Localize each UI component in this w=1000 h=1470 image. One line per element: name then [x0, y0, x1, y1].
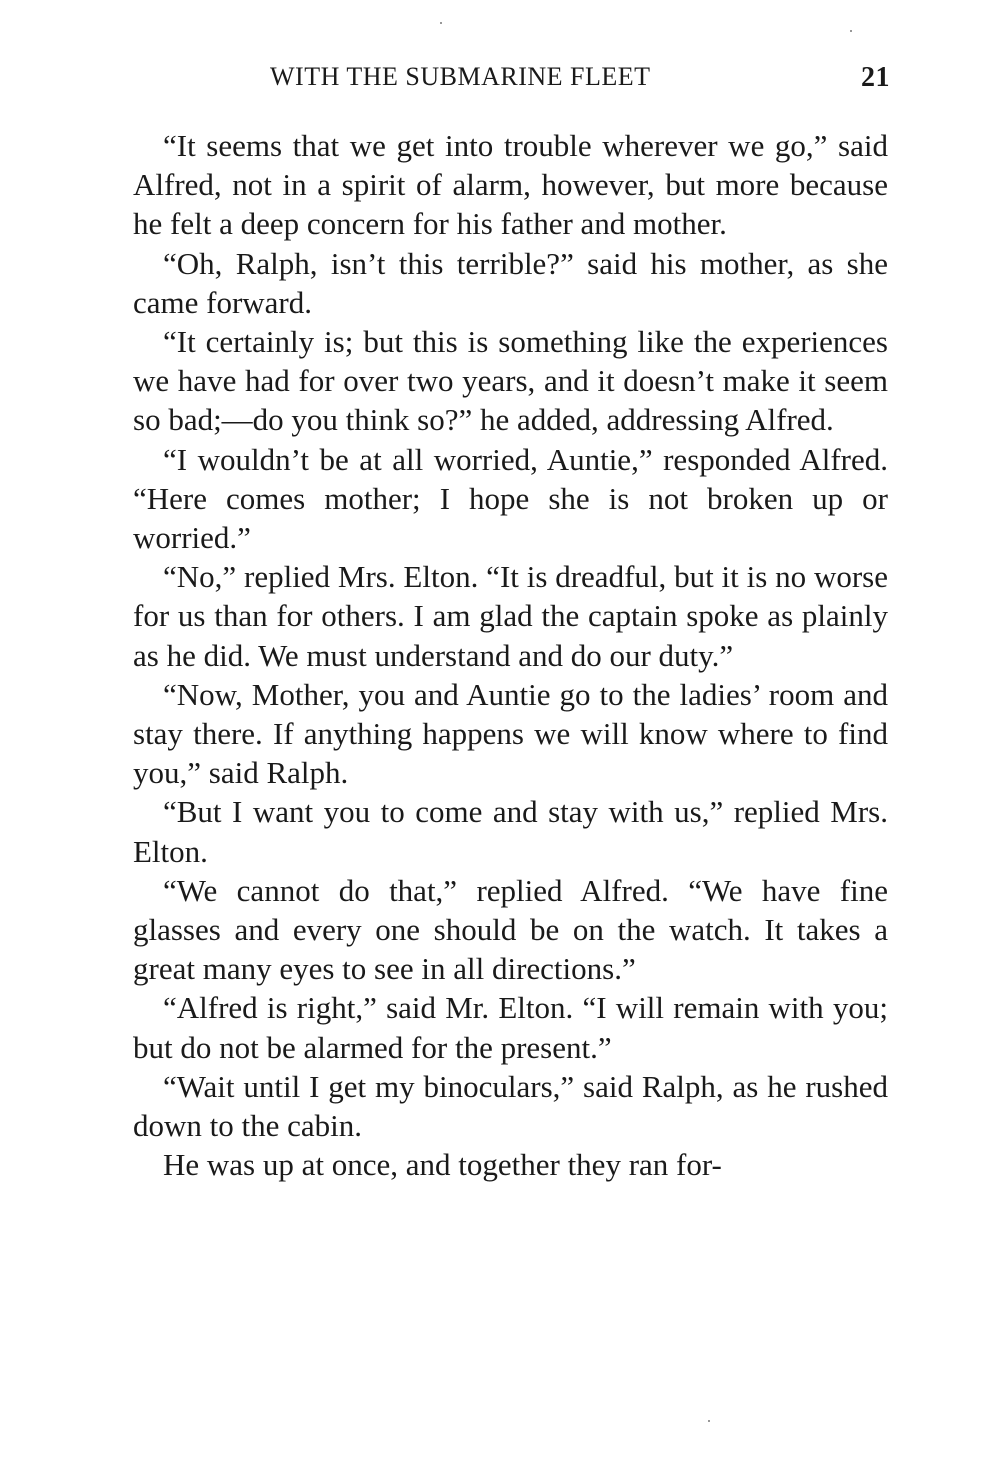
paper-speck [440, 22, 442, 24]
page-header [135, 62, 890, 98]
paragraph: He was up at once, and together they ran for- [163, 1147, 722, 1183]
page-number: 21 [861, 62, 890, 93]
paragraph: “Now, Mother, you and Auntie go to the ladies’ room and stay there. If anything happens we will know where to find you,” said Ralph. [133, 676, 888, 791]
paper-speck [708, 1420, 710, 1422]
paragraph: “It seems that we get into trouble wherever we go,” said Alfred, not in a spirit of alarm, however, but more because he felt a deep concern for his father and mother. [133, 128, 888, 242]
running-head: WITH THE SUBMARINE FLEET [270, 62, 651, 91]
paper-speck [850, 30, 852, 32]
paragraph: “We cannot do that,” replied Alfred. “We have fine glasses and every one should be on the watch. It takes a great many eyes to see in all directions.” [133, 872, 888, 987]
paragraph: “I wouldn’t be at all worried, Auntie,” responded Alfred. “Here comes mother; I hope she is not broken up or worried.” [133, 441, 888, 556]
paragraph: “Oh, Ralph, isn’t this terrible?” said his mother, as she came forward. [133, 245, 888, 320]
paragraph: “Alfred is right,” said Mr. Elton. “I will remain with you; but do not be alarmed for the present.” [133, 990, 888, 1065]
paragraph: “No,” replied Mrs. Elton. “It is dreadful, but it is no worse for us than for others. I am glad the captain spoke as plainly as he did. We must understand and do our duty.” [133, 559, 888, 673]
body-text [133, 126, 888, 1184]
paragraph: “Wait until I get my binoculars,” said Ralph, as he rushed down to the cabin. [133, 1068, 888, 1144]
paragraph: “But I want you to come and stay with us,” replied Mrs. Elton. [133, 794, 888, 869]
paragraph: “It certainly is; but this is something like the experiences we have had for over two years, and it doesn’t make it seem so bad;—do you think so?” he added, addressing Alfred. [133, 324, 888, 438]
